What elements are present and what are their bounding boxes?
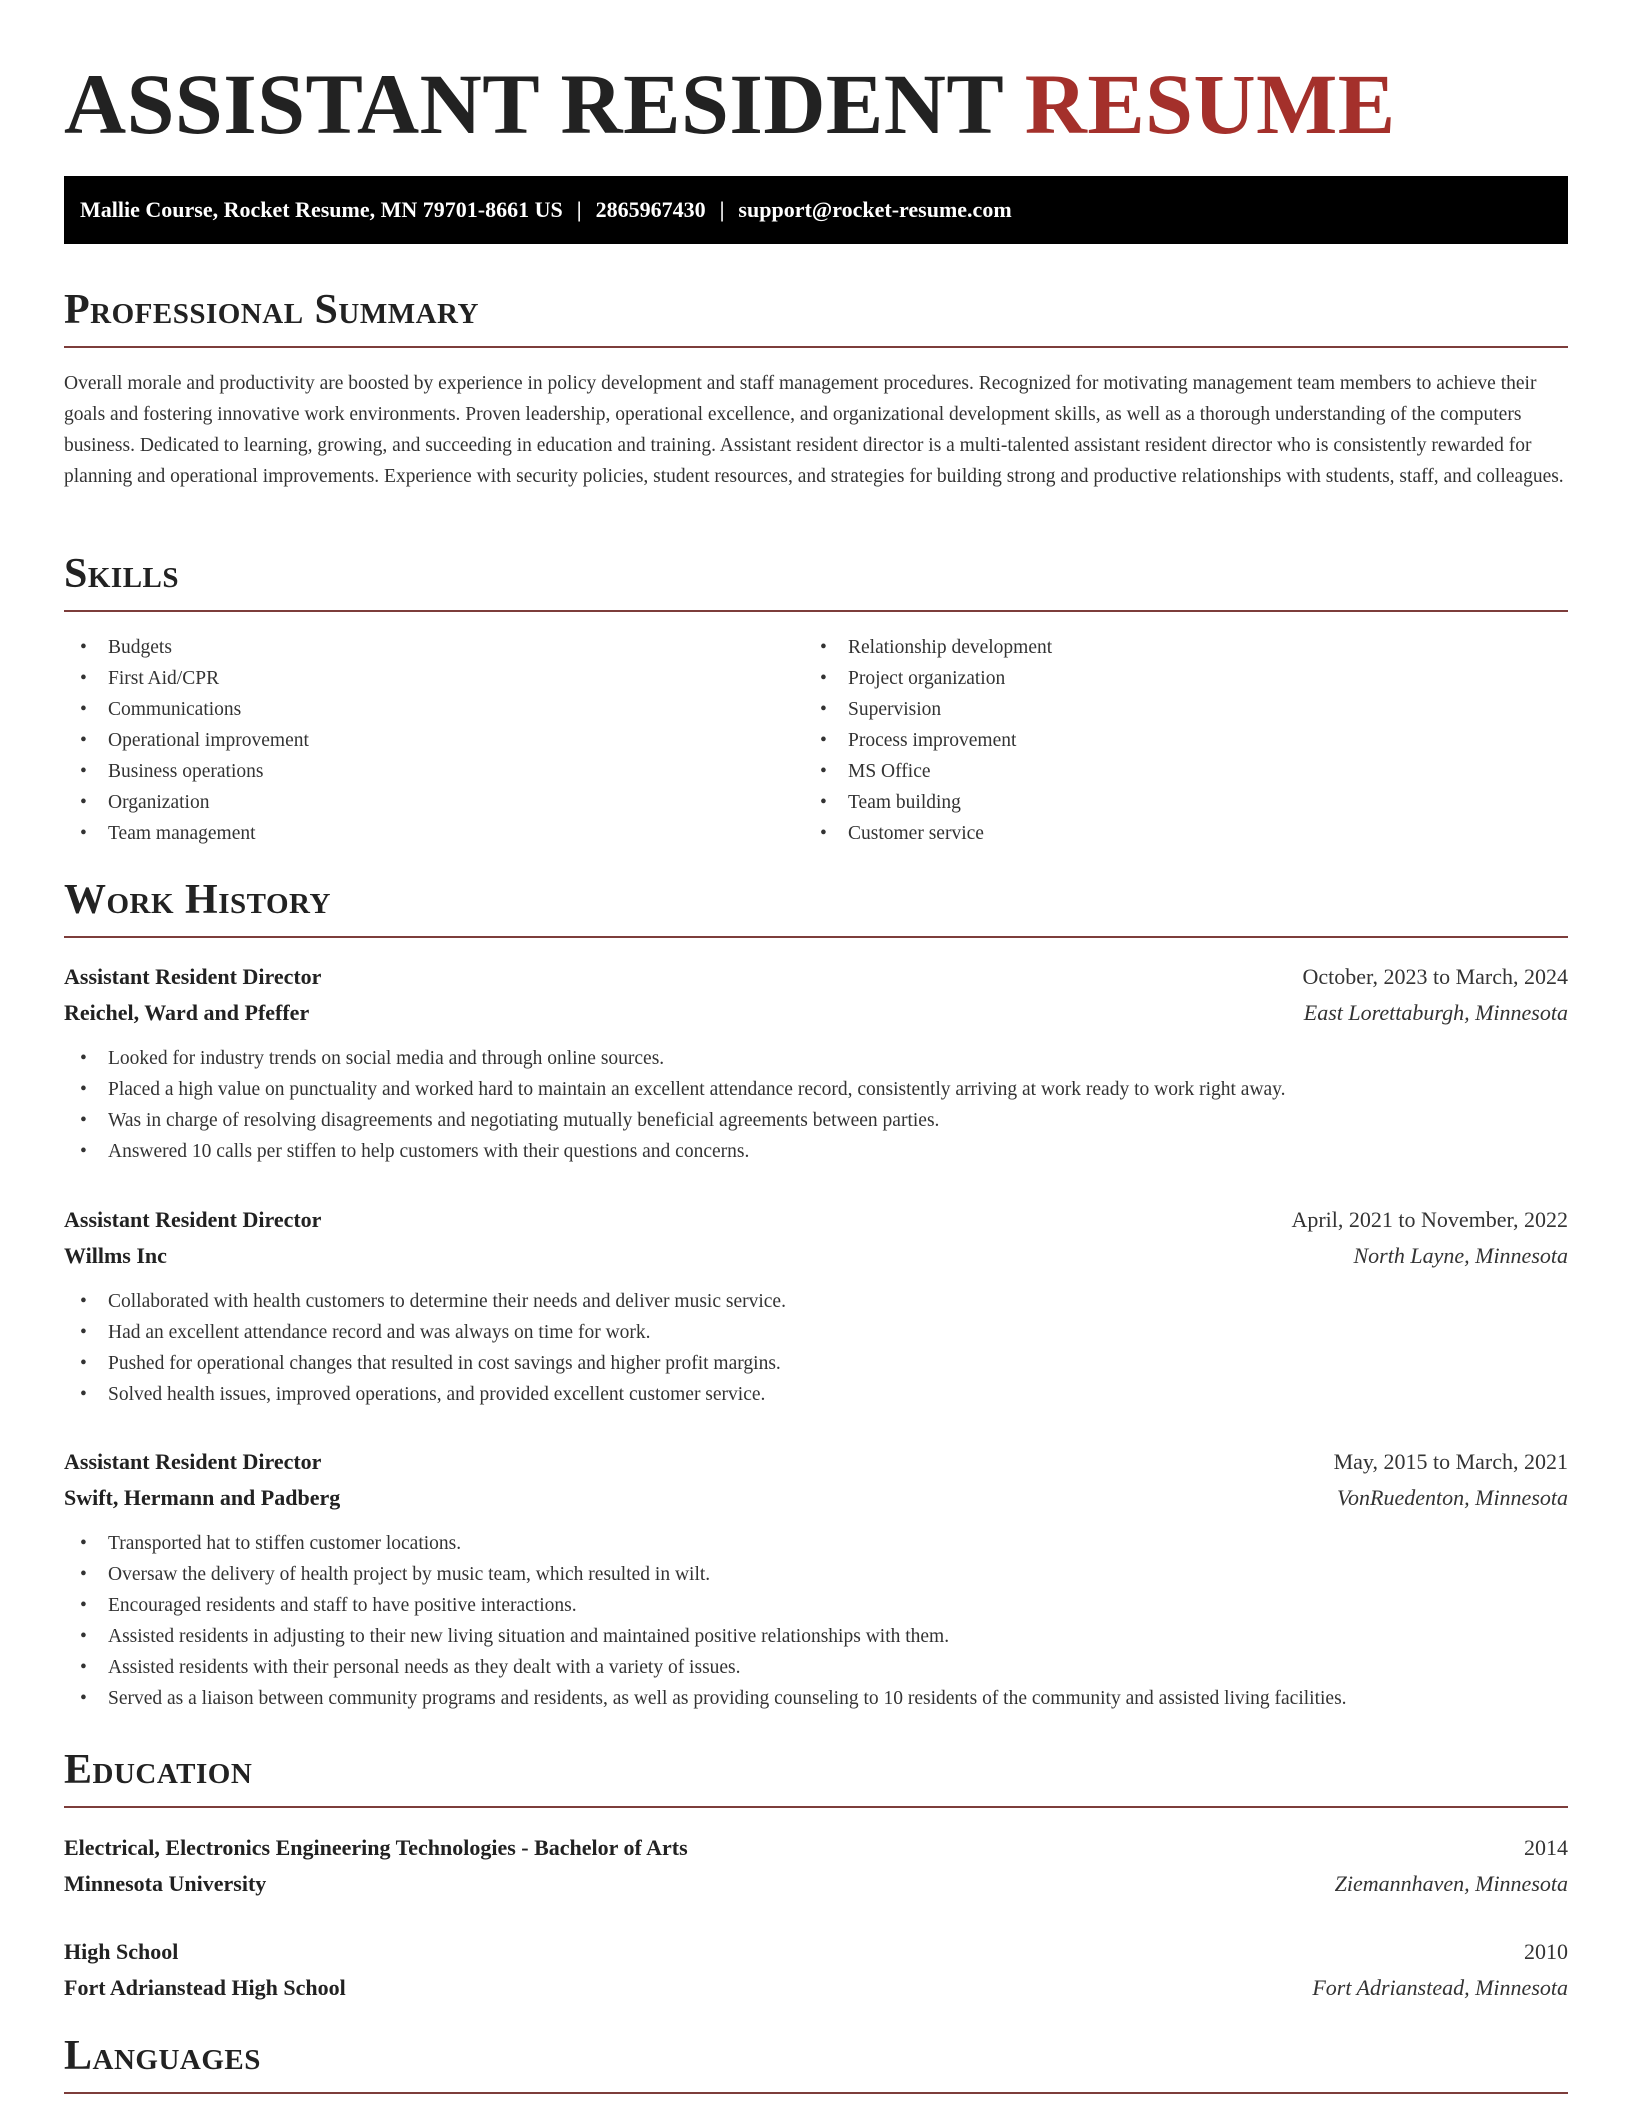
education-school: Minnesota University	[64, 1871, 267, 1896]
job-bullet: • Encouraged residents and staff to have positive interactions.	[64, 1590, 1568, 1621]
education-degree-row	[64, 1830, 1568, 1866]
job-bullet: • Oversaw the delivery of health project by music team, which resulted in wilt.	[64, 1559, 1568, 1590]
contact-bar	[64, 176, 1568, 244]
education-degree: Electrical, Electronics Engineering Technologies - Bachelor of Arts	[64, 1835, 688, 1860]
skill-item: • MS Office	[804, 756, 1544, 787]
job-company: Reichel, Ward and Pfeffer	[64, 1000, 310, 1025]
job-dates: May, 2015 to March, 2021	[1333, 1449, 1568, 1474]
skill-item: • Project organization	[804, 663, 1544, 694]
job-location: North Layne, Minnesota	[1353, 1243, 1568, 1268]
job-header-row	[64, 959, 1568, 995]
education-location: Fort Adrianstead, Minnesota	[1312, 1975, 1568, 2000]
skills-column-right	[804, 632, 1544, 849]
title-main: ASSISTANT RESIDENT	[64, 56, 1025, 152]
skill-item: • Relationship development	[804, 632, 1544, 663]
job-bullet: • Solved health issues, improved operations, and provided excellent customer service.	[64, 1379, 1568, 1410]
job-bullet: • Assisted residents with their personal needs as they dealt with a variety of issues.	[64, 1652, 1568, 1683]
education-location: Ziemannhaven, Minnesota	[1334, 1871, 1568, 1896]
skill-item: • First Aid/CPR	[64, 663, 804, 694]
skill-item: • Team management	[64, 818, 804, 849]
contact-email[interactable]: support@rocket-resume.com	[738, 197, 1012, 222]
job-company-row	[64, 1238, 1568, 1274]
skill-item: • Operational improvement	[64, 725, 804, 756]
work-heading: Work History	[64, 872, 1568, 938]
job-bullet: • Answered 10 calls per stiffen to help customers with their questions and concerns.	[64, 1136, 1568, 1167]
education-school-row	[64, 1866, 1568, 1902]
education-entry	[64, 1830, 1568, 1902]
education-school: Fort Adrianstead High School	[64, 1975, 346, 2000]
job-location: East Lorettaburgh, Minnesota	[1303, 1000, 1568, 1025]
skill-item: • Budgets	[64, 632, 804, 663]
job-bullets	[64, 1286, 1568, 1410]
job-bullets	[64, 1528, 1568, 1714]
education-degree: High School	[64, 1939, 179, 1964]
education-year: 2014	[1524, 1835, 1568, 1860]
title-accent: RESUME	[1024, 56, 1396, 152]
job-company: Willms Inc	[64, 1243, 167, 1268]
skill-item: • Business operations	[64, 756, 804, 787]
job-company-row	[64, 1480, 1568, 1516]
job-title: Assistant Resident Director	[64, 1449, 322, 1474]
job-entry	[64, 959, 1568, 1167]
skills-heading: Skills	[64, 546, 1568, 612]
job-bullet: • Pushed for operational changes that resulted in cost savings and higher profit margins.	[64, 1348, 1568, 1379]
contact-address: Mallie Course, Rocket Resume, MN 79701-8661 US	[80, 197, 563, 222]
job-entry	[64, 1444, 1568, 1714]
education-year: 2010	[1524, 1939, 1568, 1964]
job-bullet: • Was in charge of resolving disagreements and negotiating mutually beneficial agreements between parties.	[64, 1105, 1568, 1136]
job-bullet: • Assisted residents in adjusting to their new living situation and maintained positive relationships with them.	[64, 1621, 1568, 1652]
job-dates: October, 2023 to March, 2024	[1302, 964, 1568, 989]
education-school-row	[64, 1970, 1568, 2006]
job-bullet: • Had an excellent attendance record and was always on time for work.	[64, 1317, 1568, 1348]
resume-title	[64, 56, 1396, 152]
job-location: VonRuedenton, Minnesota	[1337, 1485, 1568, 1510]
contact-phone: 2865967430	[595, 197, 706, 222]
job-header-row	[64, 1202, 1568, 1238]
contact-separator: |	[576, 197, 582, 222]
summary-text: Overall morale and productivity are boosted by experience in policy development and staff management procedures. Recognized for motivating management team members to achieve their goals and fostering innovative work environments. Proven leadership, operational excellence, and organizational development skills, as well as a thorough understanding of the computers business. Dedicated to learning, growing, and succeeding in education and training. Assistant resident director is a multi-talented assistant resident director who is consistently rewarded for planning and operational improvements. Experience with security policies, student resources, and strategies for building strong and productive relationships with students, staff, and colleagues.	[64, 373, 1564, 487]
skill-item: • Communications	[64, 694, 804, 725]
skill-item: • Team building	[804, 787, 1544, 818]
contact-separator: |	[719, 197, 725, 222]
languages-heading: Languages	[64, 2028, 1568, 2094]
job-bullet: • Placed a high value on punctuality and worked hard to maintain an excellent attendance record, consistently arriving at work ready to work right away.	[64, 1074, 1568, 1105]
summary-heading: Professional Summary	[64, 282, 1568, 348]
skill-item: • Supervision	[804, 694, 1544, 725]
education-heading: Education	[64, 1742, 1568, 1808]
education-entry	[64, 1934, 1568, 2006]
skill-item: • Customer service	[804, 818, 1544, 849]
job-bullets	[64, 1043, 1568, 1167]
job-bullet: • Transported hat to stiffen customer locations.	[64, 1528, 1568, 1559]
job-title: Assistant Resident Director	[64, 964, 322, 989]
skill-item: • Process improvement	[804, 725, 1544, 756]
job-company-row	[64, 995, 1568, 1031]
job-bullet: • Collaborated with health customers to determine their needs and deliver music service.	[64, 1286, 1568, 1317]
job-title: Assistant Resident Director	[64, 1207, 322, 1232]
job-dates: April, 2021 to November, 2022	[1291, 1207, 1568, 1232]
job-header-row	[64, 1444, 1568, 1480]
job-entry	[64, 1202, 1568, 1410]
education-degree-row	[64, 1934, 1568, 1970]
job-company: Swift, Hermann and Padberg	[64, 1485, 341, 1510]
skills-column-left	[64, 632, 804, 849]
skill-item: • Organization	[64, 787, 804, 818]
skills-list	[64, 632, 1568, 849]
job-bullet: • Looked for industry trends on social media and through online sources.	[64, 1043, 1568, 1074]
job-bullet: • Served as a liaison between community programs and residents, as well as providing counseling to 10 residents of the community and assisted living facilities.	[64, 1683, 1568, 1714]
